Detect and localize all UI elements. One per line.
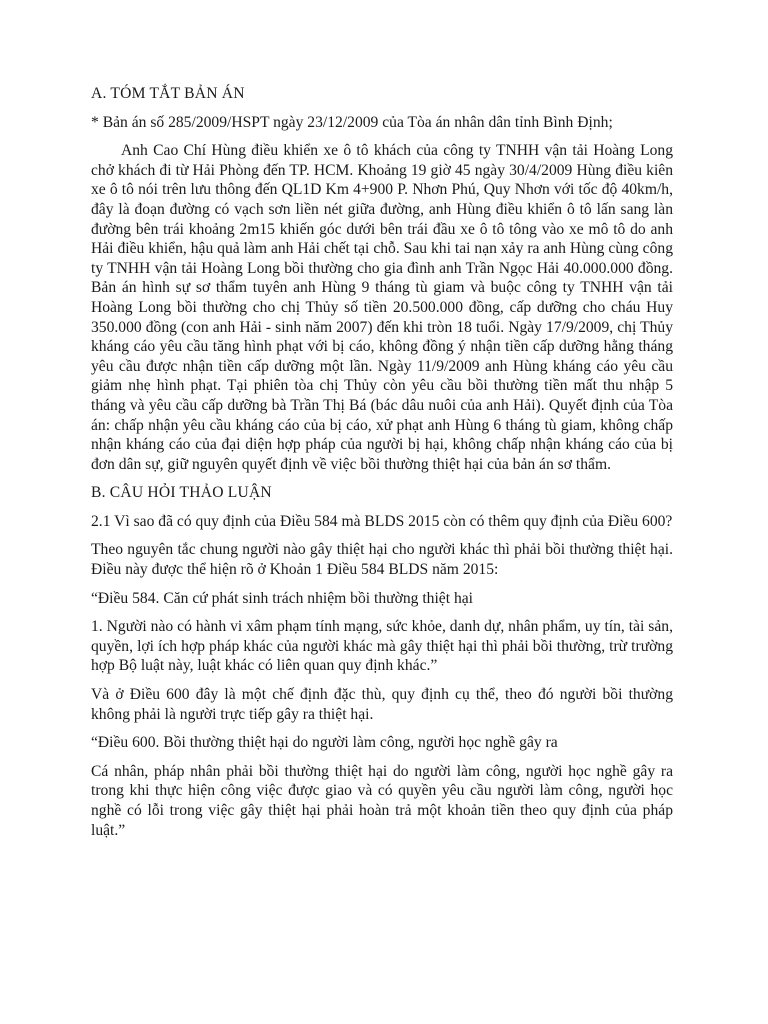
document-page (91, 84, 673, 849)
case-summary: Anh Cao Chí Hùng điều khiển xe ô tô khách của công ty TNHH vận tải Hoàng Long chở khách đi từ Hải Phòng đến TP. HCM. Khoảng 19 giờ 45 ngày 30/4/2009 Hùng điều kiên xe ô tô nói trên lưu thông đến QL1D Km 4+900 P. Nhơn Phú, Quy Nhơn với tốc độ 40km/h, đây là đoạn đường có vạch sơn liền nét giữa đường, anh Hùng điều khiển ô tô lấn sang làn đường bên trái khoảng 2m15 khiến góc dưới bên trái đầu xe ô tô tông vào xe mô tô do anh Hải điều khiển, hậu quả làm anh Hải chết tại chỗ. Sau khi tai nạn xảy ra anh Hùng cùng công ty TNHH vận tải Hoàng Long bồi thường cho gia đình anh Trần Ngọc Hải 40.000.000 đồng. Bản án hình sự sơ thẩm tuyên anh Hùng 9 tháng tù giam và buộc công ty TNHH vận tải Hoàng Long bồi thường cho chị Thủy số tiền 20.500.000 đồng, cấp dưỡng cho cháu Huy 350.000 đồng (con anh Hải - sinh năm 2007) đến khi tròn 18 tuổi. Ngày 17/9/2009, chị Thủy kháng cáo yêu cầu tăng hình phạt với bị cáo, không đồng ý nhận tiền cấp dưỡng hằng tháng yêu cầu được nhận tiền cấp dưỡng một lần. Ngày 11/9/2009 anh Hùng kháng cáo yêu cầu giảm nhẹ hình phạt. Tại phiên tòa chị Thủy còn yêu cầu bồi thường tiền mất thu nhập 5 tháng và yêu cầu cấp dưỡng bà Trần Thị Bá (bác dâu nuôi của anh Hải). Quyết định của Tòa án: chấp nhận yêu cầu kháng cáo của bị cáo, xử phạt anh Hùng 6 tháng tù giam, không chấp nhận kháng cáo của đại diện hợp pháp của người bị hại, không chấp nhận kháng cáo của bị đơn dân sự, giữ nguyên quyết định về việc bồi thường thiệt hại của bản án sơ thẩm. (91, 142, 673, 473)
answer-intro: Theo nguyên tắc chung người nào gây thiệt hại cho người khác thì phải bồi thường thiệt hại. Điều này được thể hiện rõ ở Khoản 1 Điều 584 BLDS năm 2015: (91, 541, 673, 579)
article-600-title: “Điều 600. Bồi thường thiệt hại do người làm công, người học nghề gây ra (91, 734, 558, 752)
article-600-text: Cá nhân, pháp nhân phải bồi thường thiệt hại do người làm công, người học nghề gây ra trong khi thực hiện công việc được giao và có quyền yêu cầu người làm công, người học nghề có lỗi trong việc gây thiệt hại phải hoàn trả một khoản tiền theo quy định của pháp luật.” (91, 762, 673, 839)
section-b-heading: B. CÂU HỎI THẢO LUẬN (91, 484, 272, 502)
section-a-heading: A. TÓM TẮT BẢN ÁN (91, 85, 245, 102)
article-584-clause: 1. Người nào có hành vi xâm phạm tính mạng, sức khỏe, danh dự, nhân phẩm, uy tín, tài sản, quyền, lợi ích hợp pháp khác của người khác mà gây thiệt hại thì phải bồi thường, trừ trường hợp Bộ luật này, luật khác có liên quan quy định khác.” (91, 618, 673, 675)
article-600-intro: Và ở Điều 600 đây là một chế định đặc thù, quy định cụ thể, theo đó người bồi thường không phải là người trực tiếp gây ra thiệt hại. (91, 686, 673, 723)
question-2-1: 2.1 Vì sao đã có quy định của Điều 584 mà BLDS 2015 còn có thêm quy định của Điều 600? (91, 512, 673, 530)
article-584-title: “Điều 584. Căn cứ phát sinh trách nhiệm bồi thường thiệt hại (91, 589, 473, 607)
case-reference: * Bản án số 285/2009/HSPT ngày 23/12/2009 của Tòa án nhân dân tỉnh Bình Định; (91, 113, 613, 131)
